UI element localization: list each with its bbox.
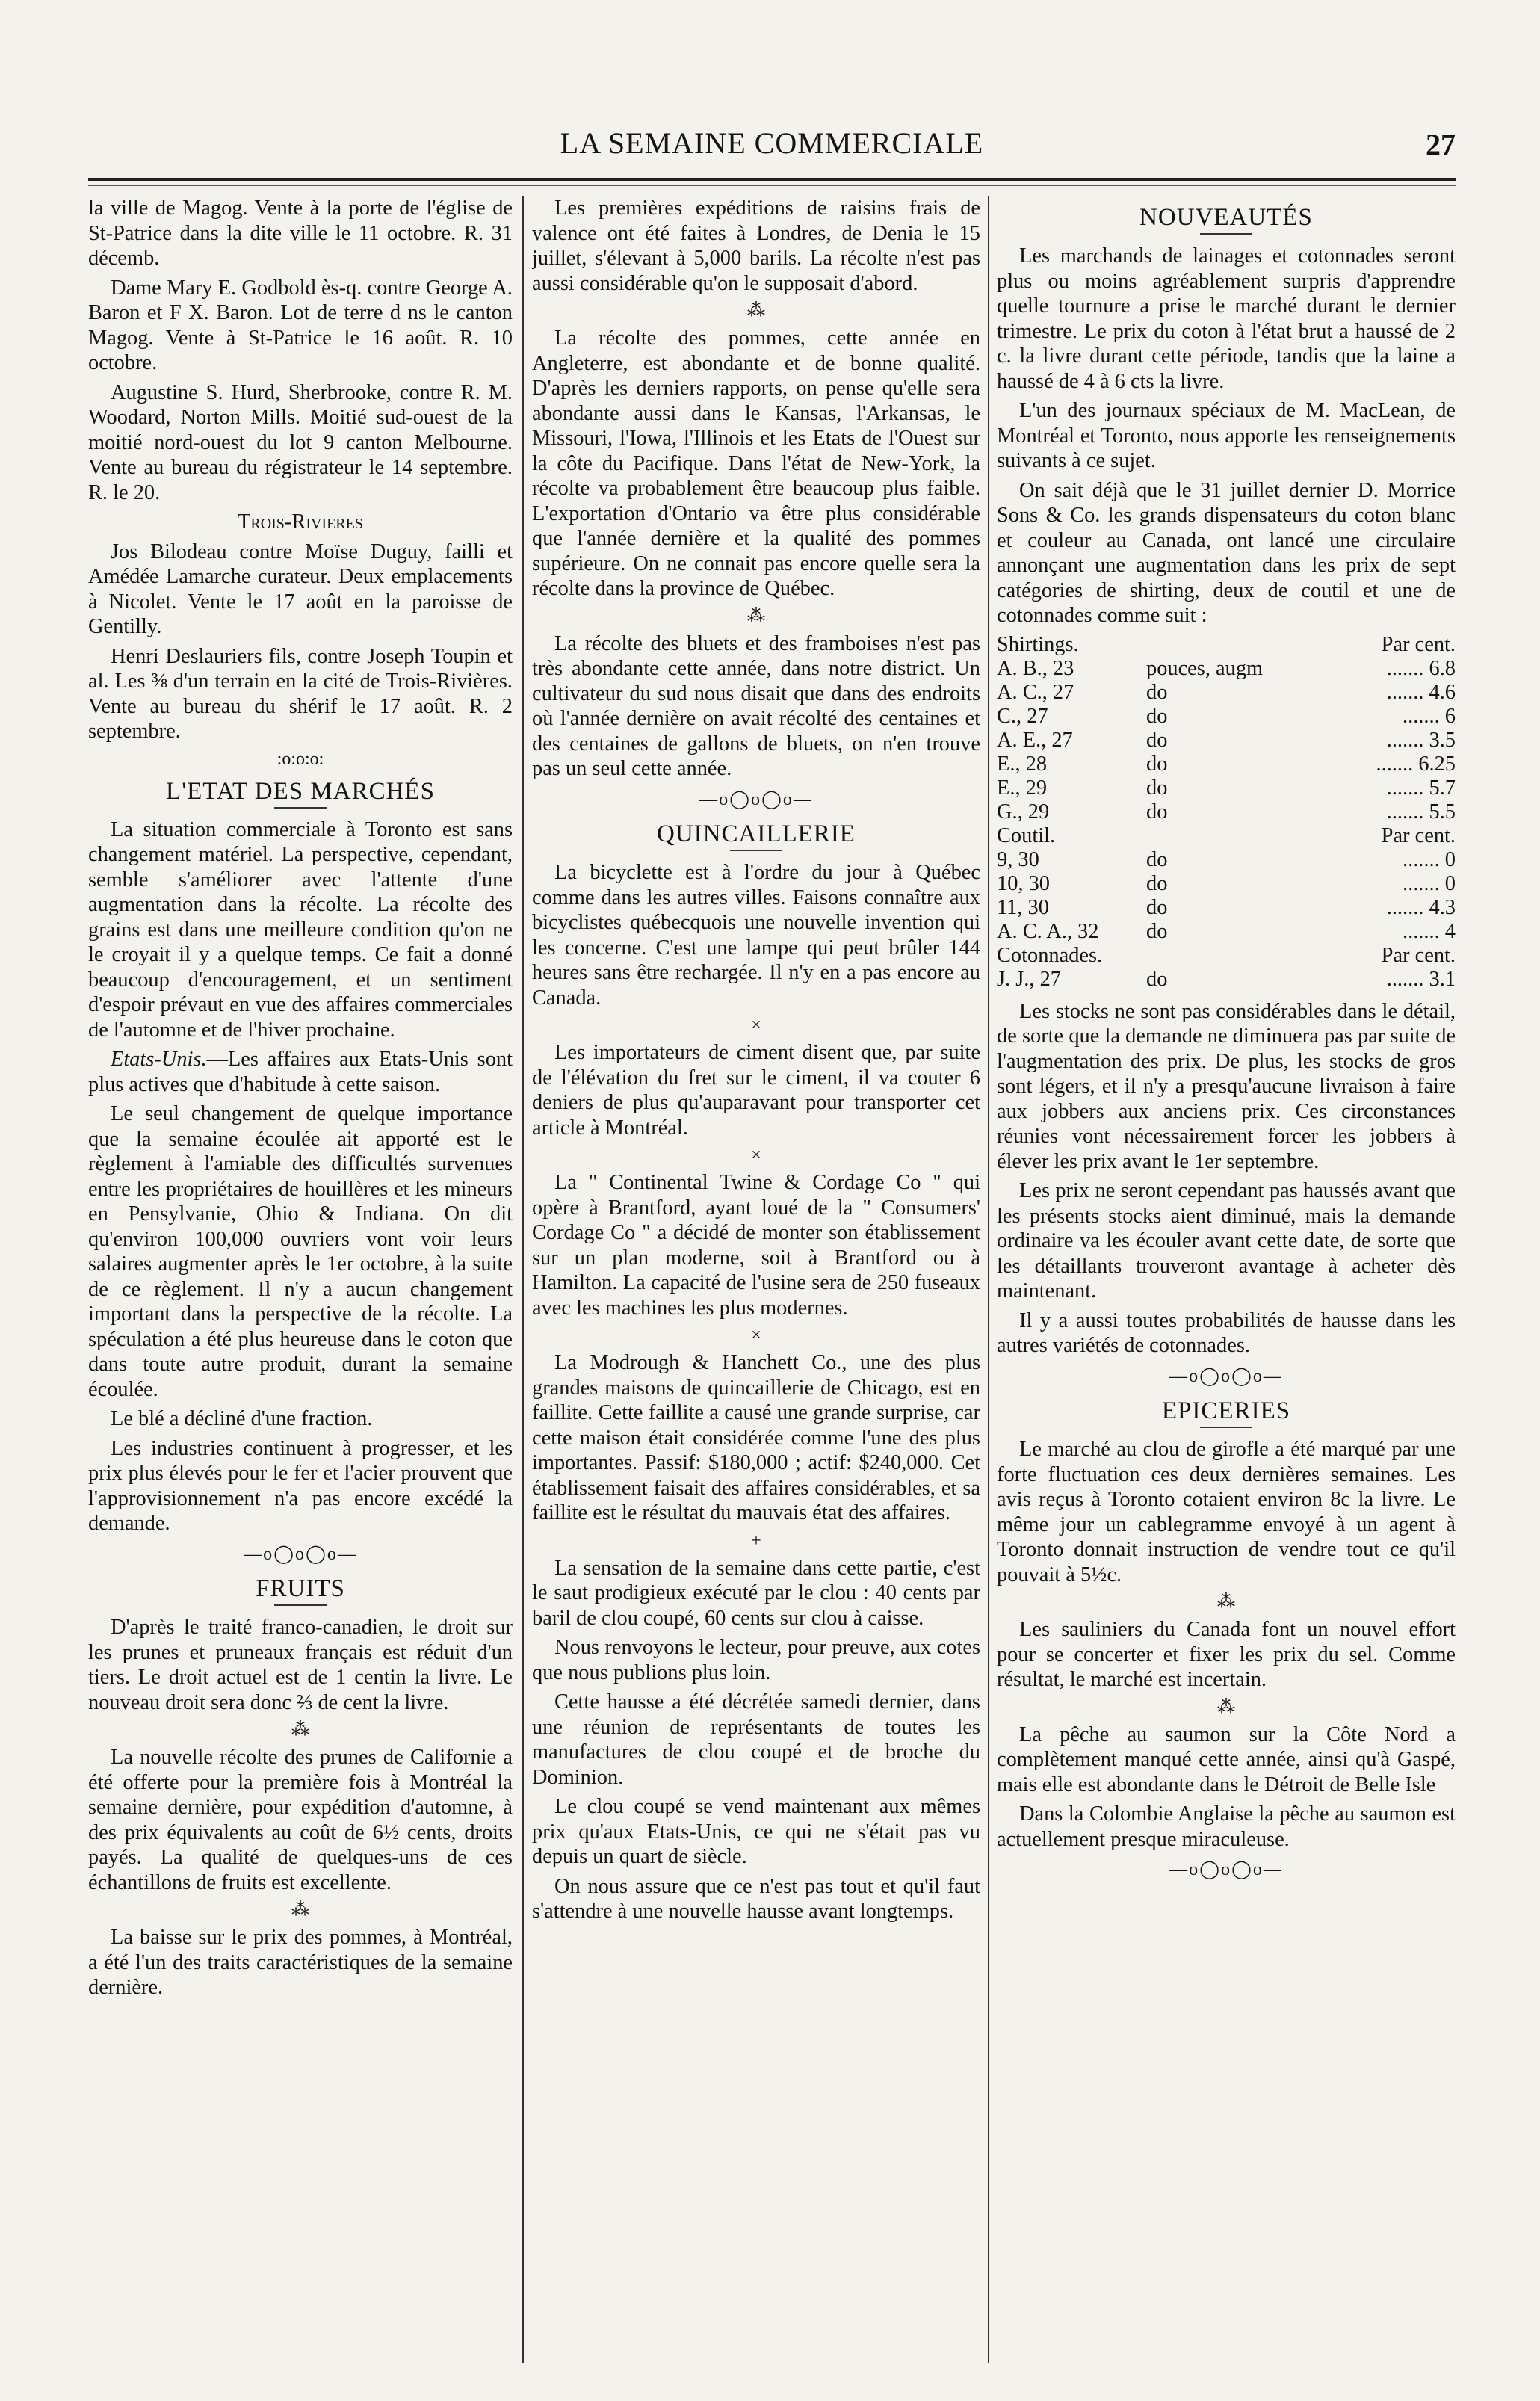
- table-cell-percent: ....... 0: [1403, 871, 1456, 895]
- table-cell-desc: do: [1146, 776, 1168, 800]
- paragraph: [88, 1047, 513, 1097]
- table-cell-percent: ....... 4: [1403, 919, 1456, 943]
- table-row: [997, 729, 1456, 753]
- paragraph-text: —Les affaires aux Etats-Unis sont plus actives que d'habitude à cette saison.: [88, 1048, 513, 1096]
- paragraph: Le seul changement de quelque importance que la semaine écoulée ait apporté est le règlement à l'amiable des difficultés survenues entre les propriétaires de houillères et les mineurs en Pensylvanie, Ohio & Indiana. On dit qu'environ 100,000 ouvriers vont voir leurs salaires augmenter après le 1er octobre, à la suite de ce règlement. Il n'y a aucun changement important dans la perspective de la récolte. La spéculation a été plus heureuse dans le coton que dans toute autre produit, durant la semaine écoulée.: [88, 1102, 513, 1401]
- heading-rule: [274, 807, 327, 809]
- table-cell-percent: ....... 6: [1403, 704, 1456, 728]
- table-cell-percent: ....... 5.5: [1386, 800, 1456, 823]
- table-row: [997, 657, 1456, 681]
- column-divider: [522, 196, 524, 2363]
- newspaper-title: LA SEMAINE COMMERCIALE: [560, 126, 984, 160]
- paragraph: Les prix ne seront cependant pas haussés avant que les présents stocks aient diminué, mais la demande ordinaire va les écouler avant cette date, de sorte que les détaillants trouveront avantage à acheter dès maintenant.: [997, 1179, 1456, 1303]
- paragraph: On sait déjà que le 31 juillet dernier D. Morrice Sons & Co. les grands dispensateurs du coton blanc et couleur au Canada, ont lancé une circulaire annonçant une augmentation dans les prix de sept catégories de shirting, deux de coutil et une de cotonnades comme suit :: [997, 478, 1456, 627]
- table-group-shirtings: [997, 657, 1456, 824]
- table-cell-desc: do: [1146, 680, 1168, 704]
- section-heading-etat: L'ETAT DES MARCHÉS: [166, 777, 435, 805]
- table-cell-grade: 9, 30: [997, 847, 1039, 871]
- column-2: [532, 196, 980, 2363]
- table-cell-grade: A. E., 27: [997, 728, 1073, 752]
- paragraph: La baisse sur le prix des pommes, à Montréal, a été l'un des traits caractéristiques de la semaine dernière.: [88, 1926, 513, 1999]
- heading-rule: [1200, 1427, 1252, 1428]
- table-cell-desc: do: [1146, 967, 1168, 991]
- table-header: [997, 633, 1456, 657]
- paragraph: Henri Deslauriers fils, contre Joseph Toupin et al. Les ⅜ d'un terrain en la cité de Trois-Rivières. Vente au bureau du shérif le 17 août. R. 2 septembre.: [88, 644, 513, 743]
- table-column-label: Par cent.: [1381, 943, 1456, 967]
- separator-mark: +: [751, 1530, 761, 1551]
- separator-ornament: —o◯o◯o—: [699, 789, 813, 809]
- table-group-coutil: [997, 848, 1456, 944]
- asterism: ⁂: [291, 1720, 309, 1740]
- table-cell-grade: J. J., 27: [997, 967, 1061, 991]
- page-header: [88, 126, 1456, 170]
- table-group-label: Cotonnades.: [997, 943, 1103, 967]
- table-group-cotonnades: [997, 968, 1456, 992]
- table-group-label: Shirtings.: [997, 632, 1079, 656]
- table-cell-desc: do: [1146, 704, 1168, 728]
- paragraph: Les industries continuent à progresser, et les prix plus élevés pour le fer et l'acier prouvent que l'approvisionnement n'a pas encore excédé la demande.: [88, 1436, 513, 1535]
- table-cell-desc: do: [1146, 871, 1168, 895]
- table-cell-desc: do: [1146, 728, 1168, 752]
- table-cell-desc: do: [1146, 895, 1168, 919]
- column-1: [88, 196, 513, 2363]
- paragraph: Il y a aussi toutes probabilités de hausse dans les autres variétés de cotonnades.: [997, 1308, 1456, 1357]
- paragraph: La situation commerciale à Toronto est sans changement matériel. La perspective, cependant, semble s'améliorer avec l'attente d'une augmentation dans la récolte. La récolte des grains est dans une meilleure condition qu'on ne le croyait il y a quelque temps. Ce fait a donné beaucoup d'encouragement, et un sentiment d'espoir prévaut en vue des affaires commerciales de l'automne et de l'hiver prochaine.: [88, 818, 513, 1042]
- table-cell-grade: G., 29: [997, 800, 1050, 823]
- table-row: [997, 681, 1456, 705]
- paragraph: La récolte des pommes, cette année en Angleterre, est abondante et de bonne qualité. D'après les derniers rapports, on pense qu'elle sera abondante aussi dans le Kansas, l'Arkansas, le Missouri, l'Iowa, l'Illinois et les Etats de l'Ouest sur la côte du Pacifique. Dans l'état de New-York, la récolte va probablement être beaucoup plus faible. L'exportation d'Ontario va être plus considérable que l'année dernière et la qualité des pommes supérieure. On ne connait pas encore quelle sera la récolte dans la province de Québec.: [532, 327, 980, 600]
- separator-mark: ×: [751, 1016, 761, 1035]
- asterism: ⁂: [1217, 1592, 1235, 1612]
- heading-rule: [1200, 233, 1252, 235]
- section-heading-fruits: FRUITS: [256, 1575, 345, 1602]
- paragraph: La Modrough & Hanchett Co., une des plus grandes maisons de quincaillerie de Chicago, est en faillite. Cette faillite a causé une grande surprise, car cette maison était considérée comme l'une des plus importantes. Passif: $180,000 ; actif: $240,000. Cet établissement faisait des affaires considérables, et sa faillite est le résultat du mauvais état des affaires.: [532, 1351, 980, 1524]
- table-header: [997, 824, 1456, 848]
- heading-rule: [730, 850, 782, 851]
- paragraph: Dans la Colombie Anglaise la pêche au saumon est actuellement presque miraculeuse.: [997, 1802, 1456, 1851]
- asterism: ⁂: [1217, 1697, 1235, 1717]
- table-cell-grade: C., 27: [997, 704, 1048, 728]
- separator-ornament: —o◯o◯o—: [1169, 1860, 1283, 1879]
- separator-ornament: :o:o:o:: [276, 749, 324, 769]
- table-row: [997, 896, 1456, 920]
- header-rule: [88, 178, 1456, 181]
- table-cell-desc: do: [1146, 800, 1168, 823]
- table-cell-grade: 11, 30: [997, 895, 1049, 919]
- table-group-label: Coutil.: [997, 823, 1056, 847]
- table-row: [997, 848, 1456, 872]
- separator-mark: ×: [751, 1326, 761, 1345]
- table-cell-desc: do: [1146, 752, 1168, 776]
- price-table: [997, 633, 1456, 992]
- table-cell-percent: ....... 4.3: [1386, 895, 1456, 919]
- asterism: ⁂: [291, 1900, 309, 1920]
- table-cell-desc: do: [1146, 847, 1168, 871]
- separator-mark: ×: [751, 1146, 761, 1165]
- paragraph: Nous renvoyons le lecteur, pour preuve, aux cotes que nous publions plus loin.: [532, 1636, 980, 1684]
- asterism: ⁂: [747, 606, 765, 626]
- paragraph: Les stocks ne sont pas considérables dans le détail, de sorte que la demande ne diminuera pas par suite de l'augmentation des prix. De plus, les stocks de gros sont légers, et il n'y a presqu'aucune livraison à faire aux jobbers aux anciens prix. Ces circonstances réunies vont nécessairement forcer les jobbers à élever les prix avant le 1er septembre.: [997, 999, 1456, 1173]
- asterism: ⁂: [747, 301, 765, 321]
- table-cell-grade: E., 29: [997, 776, 1048, 800]
- column-3: [997, 196, 1456, 2363]
- paragraph: Les importateurs de ciment disent que, par suite de l'élévation du fret sur le ciment, il va couter 6 deniers de plus qu'auparavant pour transporter cet article à Montréal.: [532, 1041, 980, 1140]
- paragraph: La bicyclette est à l'ordre du jour à Québec comme dans les autres villes. Faisons connaître aux bicyclistes québecquois une nouvelle invention qui les concerne. C'est une lampe qui peut brûler 144 heures sans être rechargée. Il n'y en a pas encore au Canada.: [532, 861, 980, 1010]
- paragraph: Dame Mary E. Godbold ès-q. contre George A. Baron et F X. Baron. Lot de terre d ns le canton Magog. Vente à St-Patrice le 16 août. R. 10 octobre.: [88, 276, 513, 374]
- table-cell-grade: A. C., 27: [997, 680, 1074, 704]
- section-subheading: Trois-Rivieres: [238, 510, 363, 534]
- paragraph-lead: Etats-Unis.: [111, 1048, 207, 1071]
- page-number: 27: [1426, 128, 1456, 161]
- table-cell-grade: A. C. A., 32: [997, 919, 1099, 943]
- column-divider: [988, 196, 989, 2363]
- table-cell-percent: ....... 4.6: [1386, 680, 1456, 704]
- paragraph: Le marché au clou de girofle a été marqué par une forte fluctuation ces deux dernières semaines. Les avis reçus à Toronto cotaient environ 8c la livre. Le même jour un cablegramme envoyé à un agent à Toronto donnait instruction de vendre tout ce qu'il pouvait à 5½c.: [997, 1438, 1456, 1586]
- section-heading-nouveautes: NOUVEAUTÉS: [1139, 204, 1313, 231]
- section-heading-quincaillerie: QUINCAILLERIE: [657, 821, 856, 847]
- table-cell-percent: ....... 6.8: [1386, 656, 1456, 680]
- table-row: [997, 776, 1456, 800]
- table-cell-grade: E., 28: [997, 752, 1048, 776]
- paragraph: Les premières expéditions de raisins frais de valence ont été faites à Londres, de Denia le 15 juillet, s'élevant à 5,000 barils. La récolte n'est pas aussi considérable qu'on le supposait d'abord.: [532, 197, 980, 295]
- separator-ornament: —o◯o◯o—: [1169, 1366, 1283, 1386]
- paragraph: La nouvelle récolte des prunes de Californie a été offerte pour la première fois à Montréal la semaine dernière, pour expédition d'automne, à des prix équivalents au coût de 6½ cents, droits payés. La qualité de quelques-uns de ces échantillons de fruits est excellente.: [88, 1746, 513, 1894]
- paragraph: la ville de Magog. Vente à la porte de l'église de St-Patrice dans la dite ville le 11 octobre. R. 31 décemb.: [88, 197, 513, 270]
- table-row: [997, 800, 1456, 824]
- heading-rule: [274, 1604, 327, 1606]
- paragraph: La récolte des bluets et des framboises n'est pas très abondante cette année, dans notre district. Un cultivateur du sud nous disait que dans des endroits où l'année dernière on avait récolté des centaines et des centaines de gallons de bluets, on n'en trouve pas un seul cette année.: [532, 631, 980, 780]
- table-cell-desc: do: [1146, 919, 1168, 943]
- paragraph: Le blé a décliné d'une fraction.: [111, 1407, 373, 1430]
- separator-ornament: —o◯o◯o—: [244, 1544, 357, 1564]
- table-row: [997, 920, 1456, 944]
- paragraph: La pêche au saumon sur la Côte Nord a complètement manqué cette année, ainsi qu'à Gaspé, mais elle est abondante dans le Détroit de Belle Isle: [997, 1722, 1456, 1796]
- table-row: [997, 968, 1456, 992]
- table-cell-percent: ....... 6.25: [1376, 752, 1456, 776]
- paragraph: Augustine S. Hurd, Sherbrooke, contre R. M. Woodard, Norton Mills. Moitié sud-ouest de la moitié nord-ouest du lot 9 canton Melbourne. Vente au bureau du régistrateur le 14 septembre. R. le 20.: [88, 380, 513, 504]
- table-row: [997, 872, 1456, 896]
- header-rule-thin: [88, 185, 1456, 186]
- paragraph: On nous assure que ce n'est pas tout et qu'il faut s'attendre à une nouvelle hausse avant longtemps.: [532, 1874, 980, 1923]
- table-cell-grade: 10, 30: [997, 871, 1050, 895]
- table-cell-grade: A. B., 23: [997, 656, 1074, 680]
- paragraph: Jos Bilodeau contre Moïse Duguy, failli et Amédée Lamarche curateur. Deux emplacements à Nicolet. Vente le 17 août en la paroisse de Gentilly.: [88, 540, 513, 638]
- table-column-label: Par cent.: [1381, 823, 1456, 847]
- table-header: [997, 944, 1456, 968]
- table-column-label: Par cent.: [1381, 632, 1456, 656]
- paragraph: La sensation de la semaine dans cette partie, c'est le saut prodigieux exécuté par le clou : 40 cents par baril de clou coupé, 60 cents sur clou à caisse.: [532, 1556, 980, 1630]
- paragraph: Les sauliniers du Canada font un nouvel effort pour se concerter et fixer les prix du sel. Comme résultat, le marché est incertain.: [997, 1618, 1456, 1691]
- section-heading-epiceries: EPICERIES: [1161, 1397, 1291, 1424]
- table-cell-percent: ....... 5.7: [1386, 776, 1456, 800]
- paragraph: L'un des journaux spéciaux de M. MacLean, de Montréal et Toronto, nous apporte les renseignements suivants à ce sujet.: [997, 399, 1456, 472]
- paragraph: D'après le traité franco-canadien, le droit sur les prunes et pruneaux français est réduit d'un tiers. Le droit actuel est de 1 centin la livre. Le nouveau droit sera donc ⅔ de cent la livre.: [88, 1616, 513, 1714]
- paragraph: Le clou coupé se vend maintenant aux mêmes prix qu'aux Etats-Unis, ce qui ne s'était pas vu depuis un quart de siècle.: [532, 1795, 980, 1868]
- paragraph: La " Continental Twine & Cordage Co " qui opère à Brantford, ayant loué de la " Consumers' Cordage Co " a décidé de monter son établissement sur un plan moderne, soit à Brantford ou à Hamilton. La capacité de l'usine sera de 250 fuseaux avec les machines les plus modernes.: [532, 1171, 980, 1320]
- table-cell-percent: ....... 3.5: [1386, 728, 1456, 752]
- table-row: [997, 705, 1456, 729]
- paragraph: Les marchands de lainages et cotonnades seront plus ou moins agréablement surpris d'apprendre quelle tournure a prise le marché durant le dernier trimestre. Le prix du coton à l'état brut a haussé de 2 c. la livre durant cette période, tandis que la laine a haussé de 4 à 6 cts la livre.: [997, 244, 1456, 393]
- table-cell-desc: pouces, augm: [1146, 656, 1264, 680]
- table-cell-percent: ....... 3.1: [1386, 967, 1456, 991]
- table-row: [997, 753, 1456, 776]
- paragraph: Cette hausse a été décrétée samedi dernier, dans une réunion de représentants de toutes les manufactures de clou coupé et de broche du Dominion.: [532, 1690, 980, 1789]
- table-cell-percent: ....... 0: [1403, 847, 1456, 871]
